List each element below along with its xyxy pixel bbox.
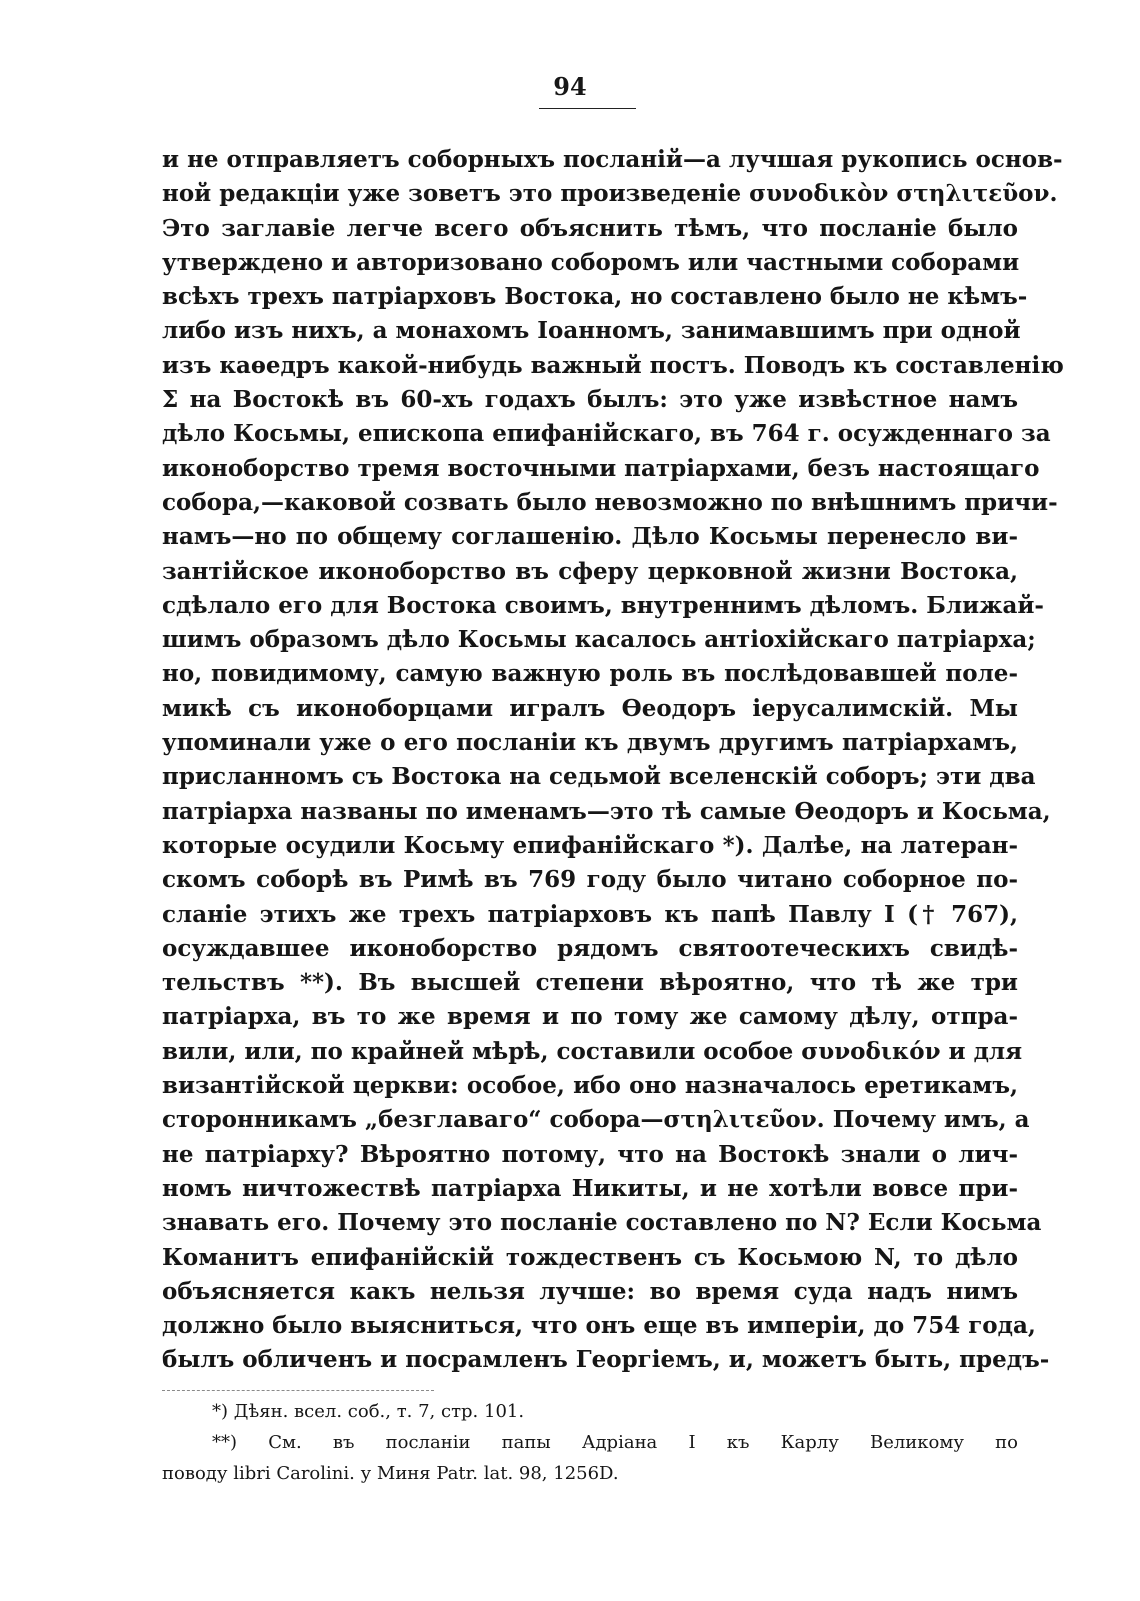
- text-line: должно было выясниться, что онъ еще въ имперіи, до 754 года,: [162, 1312, 1036, 1340]
- text-line: намъ—но по общему соглашенію. Дѣло Косьмы перенесло ви-: [162, 523, 1018, 551]
- page-number-rule: [539, 108, 636, 109]
- text-line: не патріарху? Вѣроятно потому, что на Востокѣ знали о лич-: [162, 1140, 1018, 1168]
- text-line: но, повидимому, самую важную роль въ послѣдовавшей поле-: [162, 660, 1018, 688]
- text-line: осуждавшее иконоборство рядомъ святоотеческихъ свидѣ-: [162, 934, 1018, 962]
- text-line: знавать его. Почему это посланіе составлено по N? Если Косьма: [162, 1209, 1042, 1237]
- text-line: тельствъ **). Въ высшей степени вѣроятно, что тѣ же три: [162, 969, 1018, 997]
- text-line: сторонникамъ „безглаваго“ собора—στηλιτεῦον. Почему имъ, а: [162, 1106, 1030, 1134]
- footnote-separator: [162, 1390, 434, 1391]
- text-line: вили, или, по крайней мѣрѣ, составили особое συνοδικόν и для: [162, 1037, 1023, 1065]
- text-line: номъ ничтожествѣ патріарха Никиты, и не хотѣли вовсе при-: [162, 1174, 1018, 1202]
- text-line: утверждено и авторизовано соборомъ или частными соборами: [162, 248, 1020, 276]
- text-line: всѣхъ трехъ патріарховъ Востока, но составлено было не кѣмъ-: [162, 283, 1028, 311]
- text-line: объясняется какъ нельзя лучше: во время суда надъ нимъ: [162, 1277, 1018, 1305]
- text-line: Σ на Востокѣ въ 60-хъ годахъ былъ: это уже извѣстное намъ: [162, 386, 1018, 414]
- text-line: сдѣлало его для Востока своимъ, внутреннимъ дѣломъ. Ближай-: [162, 591, 1044, 619]
- text-line: иконоборство тремя восточными патріархами, безъ настоящаго: [162, 454, 1040, 482]
- text-line: дѣло Косьмы, епископа епифанійскаго, въ 764 г. осужденнаго за: [162, 420, 1051, 448]
- text-line: патріарха названы по именамъ—это тѣ самые Ѳеодоръ и Косьма,: [162, 797, 1051, 825]
- text-line: зантійское иконоборство въ сферу церковной жизни Востока,: [162, 557, 1018, 585]
- text-line: скомъ соборѣ въ Римѣ въ 769 году было читано соборное по-: [162, 866, 1018, 894]
- body-text: [162, 143, 1064, 1378]
- text-line: изъ каѳедръ какой-нибудь важный постъ. Поводъ къ составленію: [162, 351, 1064, 379]
- footnote-1: *) Дѣян. всел. соб., т. 7, стр. 101.: [212, 1401, 525, 1422]
- footnotes: [162, 1396, 1018, 1489]
- text-line: сланіе этихъ же трехъ патріарховъ къ папѣ Павлу I († 767),: [162, 900, 1018, 928]
- text-line: собора,—каковой созвать было невозможно по внѣшнимъ причи-: [162, 488, 1058, 516]
- text-line: присланномъ съ Востока на седьмой вселенскій соборъ; эти два: [162, 763, 1036, 791]
- text-line: былъ обличенъ и посрамленъ Георгіемъ, и, можетъ быть, предъ-: [162, 1346, 1050, 1374]
- text-line: упоминали уже о его посланіи къ двумъ другимъ патріархамъ,: [162, 729, 1018, 757]
- footnote-2: **) См. въ посланіи папы Адріана I къ Карлу Великому по: [212, 1432, 1018, 1453]
- text-line: византійской церкви: особое, ибо оно назначалось еретикамъ,: [162, 1072, 1018, 1100]
- text-line: и не отправляетъ соборныхъ посланій—а лучшая рукопись основ-: [162, 146, 1063, 173]
- text-line: шимъ образомъ дѣло Косьмы касалось антіохійскаго патріарха;: [162, 626, 1036, 654]
- text-line: патріарха, въ то же время и по тому же самому дѣлу, отпра-: [162, 1003, 1018, 1031]
- text-line: ной редакціи уже зоветъ это произведеніе συνοδικὸν στηλιτεῦον.: [162, 180, 1058, 208]
- text-line: микѣ съ иконоборцами игралъ Ѳеодоръ іерусалимскій. Мы: [162, 694, 1018, 722]
- text-line: Команитъ епифанійскій тождественъ съ Косьмою N, то дѣло: [162, 1243, 1018, 1271]
- text-line: которые осудили Косьму епифанійскаго *). Далѣе, на латеран-: [162, 831, 1018, 859]
- text-line: Это заглавіе легче всего объяснить тѣмъ, что посланіе было: [162, 214, 1018, 242]
- text-line: либо изъ нихъ, а монахомъ Іоанномъ, занимавшимъ при одной: [162, 317, 1021, 345]
- page-number: 94: [553, 72, 587, 101]
- footnote-2-continuation: поводу libri Carolini. у Миня Patr. lat. 98, 1256D.: [162, 1463, 619, 1484]
